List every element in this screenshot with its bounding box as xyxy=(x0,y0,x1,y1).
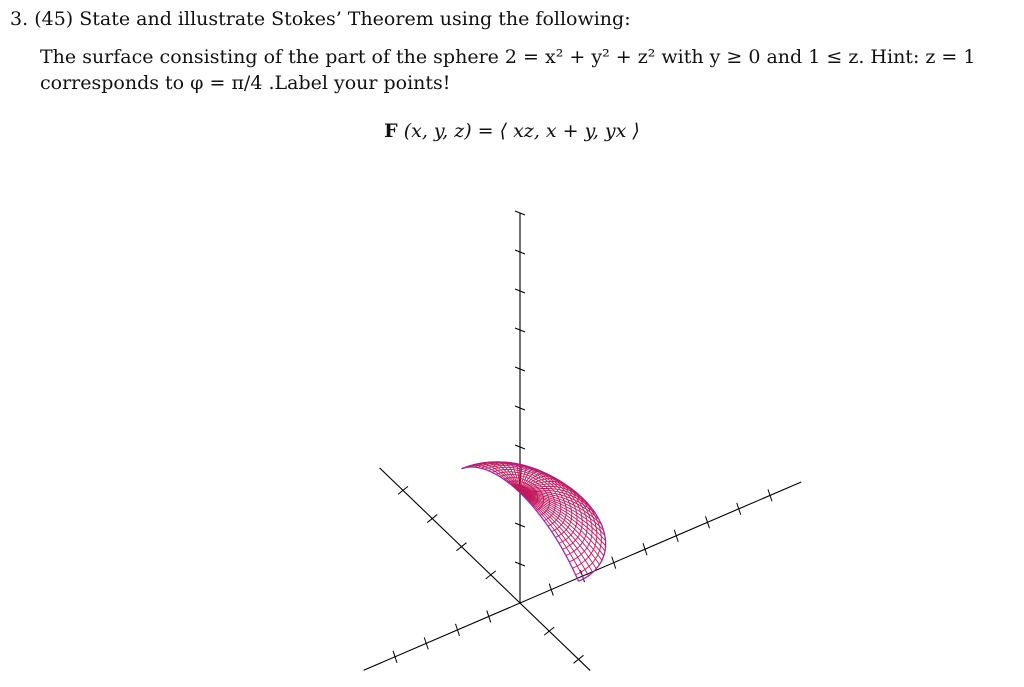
statement-line-1: The surface consisting of the part of the sphere 2 = x² + y² + z² with y ≥ 0 and 1 ≤ z. Hint: z = 1 xyxy=(40,46,976,68)
field-definition: (x, y, z) = ⟨ xz, x + y, yx ⟩ xyxy=(403,120,640,142)
y-axis-tick xyxy=(643,543,647,555)
problem-points: (45) xyxy=(34,8,74,30)
y-axis-tick xyxy=(768,489,772,501)
y-axis-tick xyxy=(706,516,710,528)
field-symbol: F xyxy=(384,120,398,142)
surface-mesh xyxy=(462,462,606,582)
latitude-line xyxy=(468,462,597,568)
y-axis-tick xyxy=(737,503,741,515)
coordinate-axes xyxy=(364,211,802,671)
y-axis-tick xyxy=(393,651,397,663)
y-axis-tick xyxy=(612,557,616,569)
y-axis-tick xyxy=(674,530,678,542)
y-axis-tick xyxy=(456,624,460,636)
problem-heading-text: State and illustrate Stokes’ Theorem using the following: xyxy=(79,8,631,30)
y-axis-tick xyxy=(549,584,553,596)
statement-line-2: corresponds to φ = π/4 .Label your points! xyxy=(40,72,451,94)
y-axis-tick xyxy=(487,610,491,622)
y-axis-tick xyxy=(424,637,428,649)
problem-number: 3. xyxy=(10,8,29,30)
